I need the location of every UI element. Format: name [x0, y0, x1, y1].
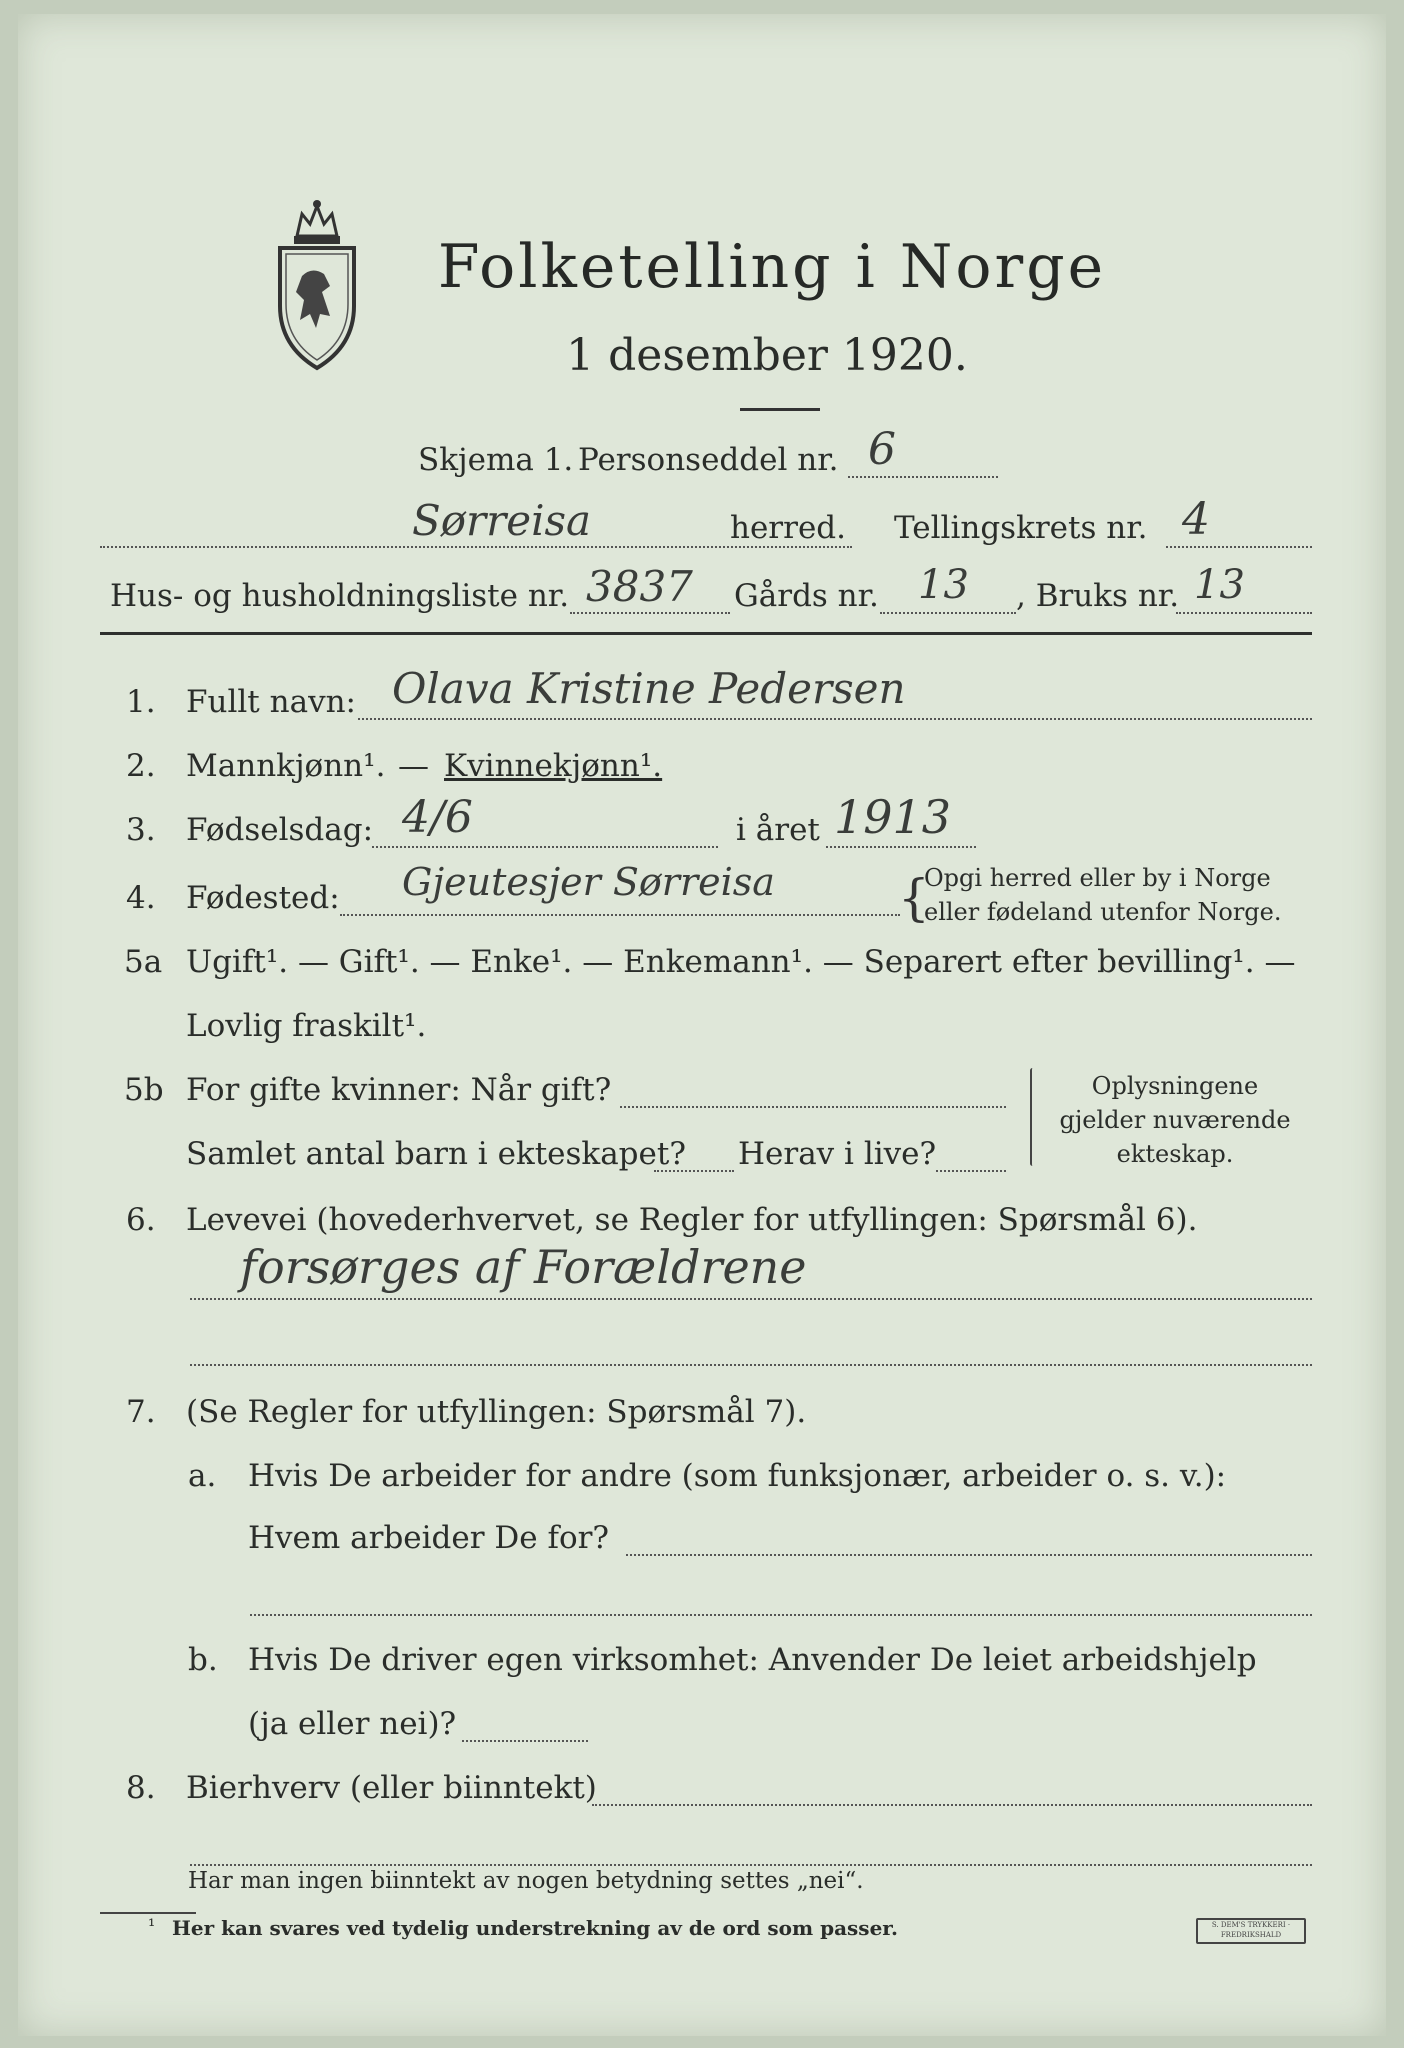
q6-line1 — [190, 1298, 1312, 1300]
q3-label: Fødselsdag: — [186, 812, 374, 848]
q7-number: 7. — [126, 1394, 156, 1430]
q7a-line2: Hvem arbeider De for? — [248, 1520, 610, 1556]
q4-number: 4. — [126, 880, 156, 916]
footnote-mark: ¹ — [148, 1916, 156, 1937]
bruks-value: 13 — [1194, 562, 1245, 608]
tellingskrets-label: Tellingskrets nr. — [894, 510, 1148, 546]
q7b-line — [462, 1740, 588, 1742]
q3-number: 3. — [126, 812, 156, 848]
q4-brace: { — [898, 869, 930, 927]
title-divider — [740, 408, 820, 411]
footer-note: Har man ingen biinntekt av nogen betydning settes „nei“. — [188, 1868, 864, 1894]
q5b-note-line3: ekteskap. — [1116, 1140, 1234, 1168]
q3-birthday: 4/6 — [402, 792, 473, 843]
q5b-note-line1: Oplysningene — [1091, 1072, 1259, 1100]
q3-day-line — [372, 846, 718, 848]
q6-label: Levevei (hovederhvervet, se Regler for utfyllingen: Spørsmål 6). — [186, 1202, 1198, 1238]
q1-label: Fullt navn: — [186, 684, 356, 720]
q8-number: 8. — [126, 1770, 156, 1806]
q7a-number: a. — [188, 1458, 217, 1494]
q7b-line2: (ja eller nei)? — [248, 1706, 457, 1742]
tellingskrets-value: 4 — [1182, 494, 1210, 545]
personseddel-label: Personseddel nr. — [578, 442, 839, 478]
q3-birth-year: 1913 — [834, 790, 952, 844]
household-list-label: Hus- og husholdningsliste nr. — [110, 578, 570, 614]
q1-full-name: Olava Kristine Pedersen — [392, 664, 906, 713]
herred-line — [100, 546, 852, 548]
q3-year-label: i året — [736, 812, 820, 848]
q4-birthplace: Gjeutesjer Sørreisa — [402, 860, 775, 904]
q5b-children-label: Samlet antal barn i ekteskapet? — [186, 1136, 686, 1172]
q4-label: Fødested: — [186, 880, 340, 916]
q7a-line1: Hvis De arbeider for andre (som funksjonær, arbeider o. s. v.): — [248, 1458, 1227, 1494]
household-list-value: 3837 — [586, 562, 693, 611]
q6-number: 6. — [126, 1202, 156, 1238]
q5b-married-when: For gifte kvinner: Når gift? — [186, 1072, 612, 1108]
q2-mann: Mannkjønn¹. — [186, 748, 386, 784]
bruks-line — [1176, 612, 1312, 614]
gards-line — [880, 612, 1016, 614]
q7-label: (Se Regler for utfyllingen: Spørsmål 7). — [186, 1394, 807, 1430]
q6-line2 — [190, 1364, 1312, 1366]
q2-number: 2. — [126, 748, 156, 784]
census-date: 1 desember 1920. — [566, 330, 968, 381]
q5b-note-line2: gjelder nuværende — [1059, 1106, 1291, 1134]
q5b-alive-label: Herav i live? — [738, 1136, 937, 1172]
bruks-label: , Bruks nr. — [1016, 578, 1180, 614]
q7b-line1: Hvis De driver egen virksomhet: Anvender De leiet arbeidshjelp — [248, 1642, 1257, 1678]
herred-value: Sørreisa — [412, 496, 592, 545]
q2-separator: — — [398, 748, 429, 784]
footnote-text: Her kan svares ved tydelig understrekning av de ord som passer. — [172, 1916, 898, 1940]
q4-line — [340, 914, 900, 916]
q4-note-line1: Opgi herred eller by i Norge — [924, 864, 1271, 892]
form-title: Folketelling i Norge — [437, 232, 1107, 302]
q1-line — [358, 718, 1312, 720]
personseddel-value: 6 — [868, 424, 896, 475]
q8-label: Bierhverv (eller biinntekt) — [186, 1770, 597, 1806]
header-separator — [100, 632, 1312, 635]
gards-value: 13 — [918, 562, 969, 608]
q5b-married-line — [620, 1106, 1006, 1108]
q7a-line-extra — [250, 1614, 1312, 1616]
q8-line — [592, 1804, 1312, 1806]
personseddel-line — [848, 476, 998, 478]
q5a-line1: Ugift¹. — Gift¹. — Enke¹. — Enkemann¹. — Separert efter bevilling¹. — — [186, 944, 1296, 980]
household-list-line — [570, 612, 730, 614]
q5b-number: 5b — [124, 1072, 164, 1108]
q5b-brace — [1030, 1068, 1035, 1166]
q5a-line2: Lovlig fraskilt¹. — [186, 1008, 427, 1044]
schema-label: Skjema 1. — [418, 442, 574, 478]
q1-number: 1. — [126, 684, 156, 720]
gards-label: Gårds nr. — [734, 578, 879, 614]
q7b-number: b. — [188, 1642, 218, 1678]
q5a-number: 5a — [124, 944, 163, 980]
q7a-line — [626, 1554, 1312, 1556]
herred-label: herred. — [730, 510, 846, 546]
q3-year-line — [826, 846, 976, 848]
q5b-alive-line — [936, 1170, 1006, 1172]
q2-kvinne: Kvinnekjønn¹. — [444, 748, 663, 784]
q8-line-extra — [190, 1864, 1312, 1866]
q6-occupation: forsørges af Forældrene — [240, 1240, 807, 1294]
footnote-rule — [100, 1912, 196, 1914]
q5b-children-line — [654, 1170, 734, 1172]
tellingskrets-line — [1166, 546, 1312, 548]
printer-stamp: S. DEM'S TRYKKERI · FREDRIKSHALD — [1196, 1918, 1306, 1944]
q4-note-line2: eller fødeland utenfor Norge. — [924, 898, 1282, 926]
